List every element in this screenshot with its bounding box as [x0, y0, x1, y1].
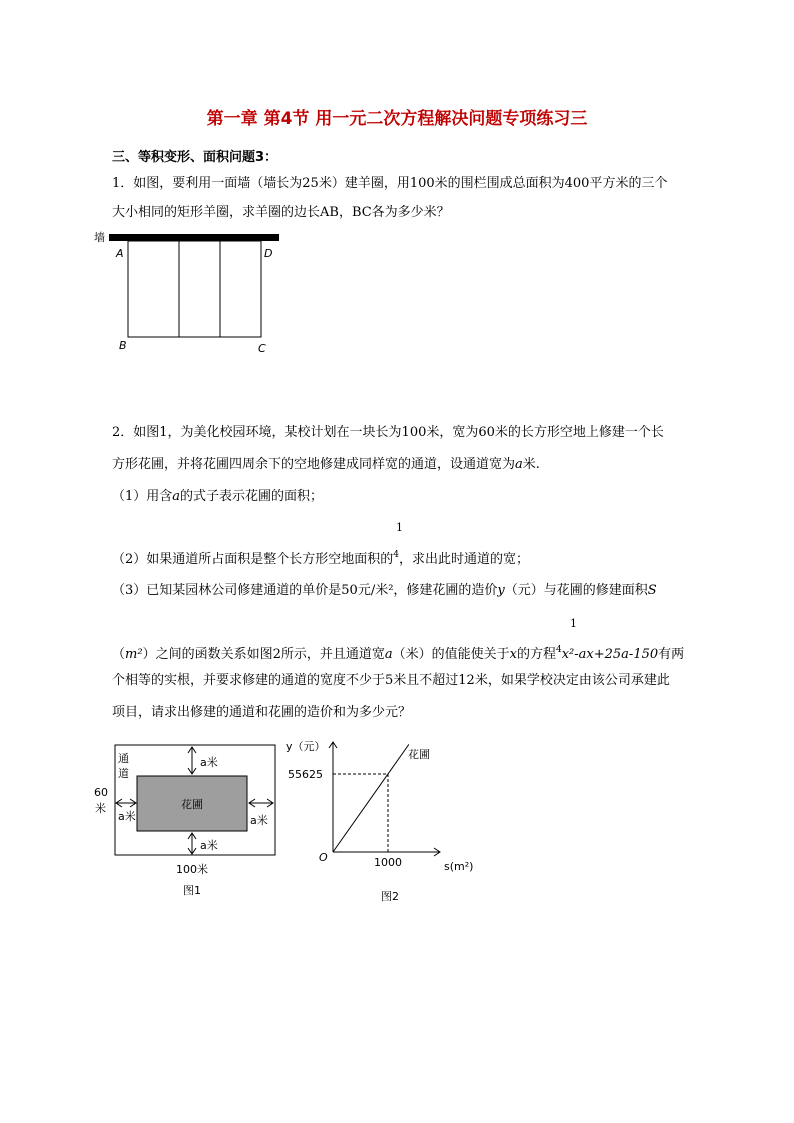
q2-part3-line1: （3）已知某园林公司修建通道的单价是50元/米²，修建花圃的造价y（元）与花圃的修建面积S: [112, 583, 657, 598]
page-title: 第一章 第4节 用一元二次方程解决问题专项练习三: [206, 109, 588, 129]
pen-outline: [128, 241, 261, 337]
wall-bar: [109, 234, 279, 241]
x-axis-label: s(m²): [444, 860, 474, 873]
q2-part1: （1）用含a的式子表示花圃的面积；: [112, 489, 324, 504]
garden-label: 花圃: [181, 798, 203, 811]
point-a: A: [116, 247, 124, 260]
wall-label: 墙: [94, 231, 105, 244]
y-tick-label: 55625: [288, 768, 323, 781]
point-c: C: [258, 342, 266, 355]
q2-part3-line4: 项目，请求出修建的通道和花圃的造价和为多少元？: [112, 705, 412, 720]
width-label: 100米: [176, 863, 208, 876]
q2-part3-line3: 个相等的实根，并要求修建的通道的宽度不少于5米且不超过12米，如果学校决定由该公司承建此: [112, 673, 670, 688]
x-tick-label: 1000: [374, 856, 402, 869]
point-b: B: [119, 339, 127, 352]
q2-line2: 方形花圃，并将花圃四周余下的空地修建成同样宽的通道，设通道宽为a米.: [112, 457, 540, 472]
channel-char-2: 道: [118, 767, 129, 780]
series-label: 花圃: [408, 748, 430, 761]
figure-2-chart: [286, 734, 490, 914]
point-d: D: [264, 247, 273, 260]
left-a-label: a米: [118, 810, 136, 823]
channel-char-1: 通: [118, 752, 129, 765]
origin-label: O: [319, 851, 328, 864]
q1-sheep-pen-figure: [92, 228, 292, 358]
top-a-label: a米: [200, 756, 218, 769]
height-label-1: 60: [94, 786, 108, 799]
q2-part3-line2: （m²）之间的函数关系如图2所示，并且通道宽a（米）的值能使关于x的方程$^4$x²-ax+25a-150有两: [112, 645, 685, 662]
q2-part2-frac-num: 1: [396, 521, 403, 534]
q1-line2: 大小相同的矩形羊圈，求羊圈的边长AB，BC各为多少米？: [112, 205, 450, 220]
q2-line1: 2．如图1，为美化校园环境，某校计划在一块长为100米，宽为60米的长方形空地上修建一个长: [112, 425, 664, 440]
bottom-a-label: a米: [200, 839, 218, 852]
figure-1: [88, 742, 293, 902]
y-axis-label: y（元）: [286, 740, 326, 753]
right-a-label: a米: [250, 814, 268, 827]
figure-1-caption: 图1: [183, 884, 201, 897]
figure-2-caption: 图2: [381, 890, 399, 903]
q1-line1: 1．如图，要利用一面墙（墙长为25米）建羊圈，用100米的围栏围成总面积为400平方米的三个: [112, 176, 668, 191]
height-label-2: 米: [95, 802, 106, 815]
series-line-garden: [333, 744, 409, 852]
q2-part3-frac-num: 1: [570, 617, 577, 630]
q2-part2: （2）如果通道所占面积是整个长方形空地面积的$^4$，求出此时通道的宽；: [112, 550, 530, 567]
section-heading: 三、等积变形、面积问题3：: [112, 150, 278, 165]
